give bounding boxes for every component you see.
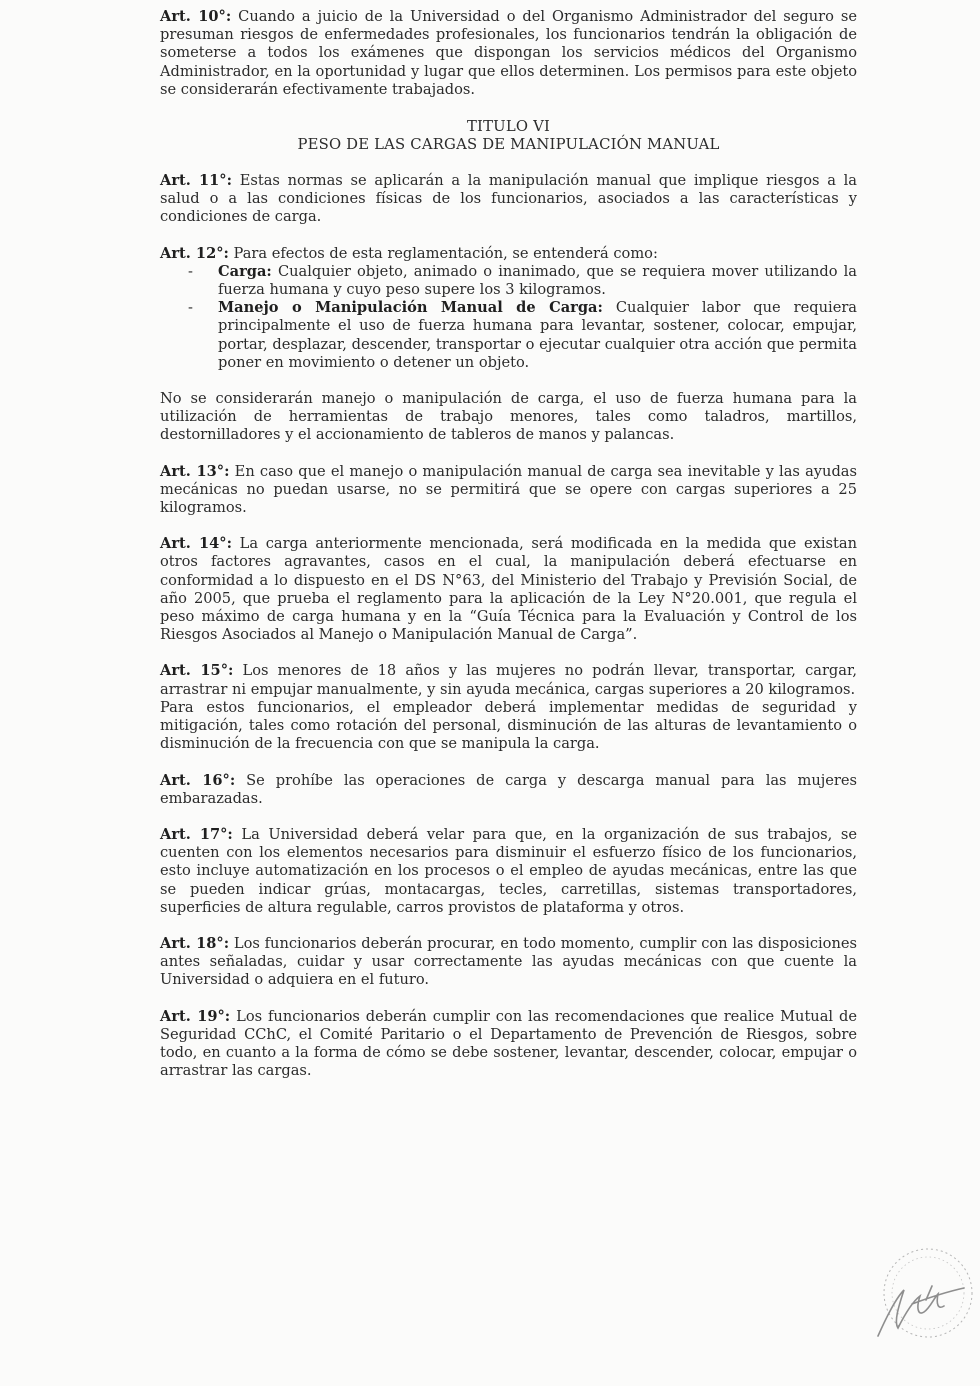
article-15	[160, 662, 857, 698]
definition-text: Cualquier labor que requiera principalmente el uso de fuerza humana para levantar, sostener, colocar, empujar, portar, desplazar, descender, transportar o ejecutar cualquier otra acción que permita poner en movimiento o detener un objeto.	[218, 299, 858, 371]
article-19	[160, 1008, 857, 1081]
article-18	[160, 935, 857, 990]
section-title	[160, 118, 857, 154]
article-17-text: La Universidad deberá velar para que, en la organización de sus trabajos, se cuenten con los elementos necesarios para disminuir el esfuerzo físico de los funcionarios, esto incluye automatización en los procesos o el empleo de ayudas mecánicas, entre las que se pueden indicar grúas, montacargas, tecles, carretillas, sistemas transportadores, superficies de altura regulable, carros provistos de plataforma y otros.	[160, 825, 857, 916]
definition-list	[160, 263, 857, 372]
article-15-text: Los menores de 18 años y las mujeres no podrán llevar, transportar, cargar, arrastrar ni empujar manualmente, y sin ayuda mecánica, cargas superiores a 20 kilogramos.	[160, 662, 857, 698]
definition-text: Cualquier objeto, animado o inanimado, que se requiera mover utilizando la fuerza humana y cuyo peso supere los 3 kilogramos.	[218, 262, 857, 299]
article-14-label: Art. 14°:	[160, 535, 232, 553]
article-10-text: Cuando a juicio de la Universidad o del Organismo Administrador del seguro se presuman riesgos de enfermedades profesionales, los funcionarios tendrán la obligación de someterse a todos los exámenes que dispongan los servicios médicos del Organismo Administrador, en la oportunidad y lugar que ellos determinen. Los permisos para este objeto se considerarán efectivamente trabajados.	[160, 8, 857, 98]
bullet-dash: -	[188, 262, 193, 280]
article-12	[160, 245, 857, 263]
article-10-label: Art. 10°:	[160, 8, 232, 25]
definition-term: Manejo o Manipulación Manual de Carga:	[218, 299, 603, 317]
article-12-text: Para efectos de esta reglamentación, se entenderá como:	[228, 244, 658, 262]
spacer	[160, 372, 857, 390]
spacer	[160, 754, 857, 772]
article-14	[160, 535, 857, 644]
article-11-text: Estas normas se aplicarán a la manipulación manual que implique riesgos a la salud o a las condiciones físicas de los funcionarios, asociados a las características y condiciones de carga.	[160, 172, 857, 226]
spacer	[160, 227, 857, 245]
signature-stamp-icon	[868, 1238, 978, 1348]
document-page	[160, 8, 857, 1080]
article-13	[160, 463, 857, 518]
article-16-text: Se prohíbe las operaciones de carga y descarga manual para las mujeres embarazadas.	[160, 771, 857, 807]
definition-term: Carga:	[218, 262, 272, 280]
spacer	[160, 990, 857, 1008]
article-16-label: Art. 16°:	[160, 771, 236, 789]
article-18-label: Art. 18°:	[160, 934, 230, 952]
article-17	[160, 826, 857, 917]
article-13-text: En caso que el manejo o manipulación manual de carga sea inevitable y las ayudas mecánicas no puedan usarse, no se permitirá que se opere con cargas superiores a 25 kilogramos.	[160, 462, 857, 517]
article-15-label: Art. 15°:	[160, 662, 234, 680]
article-18-text: Los funcionarios deberán procurar, en todo momento, cumplir con las disposiciones antes señaladas, cuidar y usar correctamente las ayudas mecánicas con que cuente la Universidad o adquiera en el futuro.	[160, 934, 857, 989]
article-19-label: Art. 19°:	[160, 1007, 231, 1025]
bullet-dash: -	[188, 299, 193, 317]
article-10	[160, 8, 857, 99]
article-17-label: Art. 17°:	[160, 825, 233, 843]
article-11-label: Art. 11°:	[160, 172, 232, 190]
spacer	[160, 808, 857, 826]
article-19-text: Los funcionarios deberán cumplir con las recomendaciones que realice Mutual de Seguridad CChC, el Comité Paritario o el Departamento de Prevención de Riesgos, sobre todo, en cuanto a la forma de cómo se debe sostener, levantar, descender, colocar, empujar o arrastrar las cargas.	[160, 1007, 857, 1080]
spacer	[160, 644, 857, 662]
section-title-heading: PESO DE LAS CARGAS DE MANIPULACIÓN MANUAL	[297, 136, 720, 154]
article-12-note: No se considerarán manejo o manipulación de carga, el uso de fuerza humana para la utilización de herramientas de trabajo menores, tales como taladros, martillos, destornilladores y el accionamiento de tableros de manos y palancas.	[160, 390, 857, 444]
article-14-text: La carga anteriormente mencionada, será modificada en la medida que existan otros factores agravantes, casos en el cual, la manipulación deberá efectuarse en conformidad a lo dispuesto en el DS N°63, del Ministerio del Trabajo y Previsión Social, de año 2005, que prueba el reglamento para la aplicación de la Ley N°20.001, que regula el peso máximo de carga humana y en la “Guía Técnica para la Evaluación y Control de los Riesgos Asociados al Manejo o Manipulación Manual de Carga”.	[160, 535, 857, 644]
article-11	[160, 172, 857, 227]
article-13-label: Art. 13°:	[160, 462, 230, 480]
spacer	[160, 445, 857, 463]
spacer	[160, 917, 857, 935]
article-16	[160, 772, 857, 808]
section-title-number: TITULO VI	[466, 118, 551, 136]
spacer	[160, 517, 857, 535]
article-12-label: Art. 12°:	[160, 244, 229, 262]
definition-item-carga	[160, 263, 857, 299]
article-15-continuation: Para estos funcionarios, el empleador deberá implementar medidas de seguridad y mitigación, tales como rotación del personal, disminución de las alturas de levantamiento o disminución de la frecuencia con que se manipula la carga.	[160, 698, 857, 753]
definition-item-manejo	[160, 299, 857, 372]
